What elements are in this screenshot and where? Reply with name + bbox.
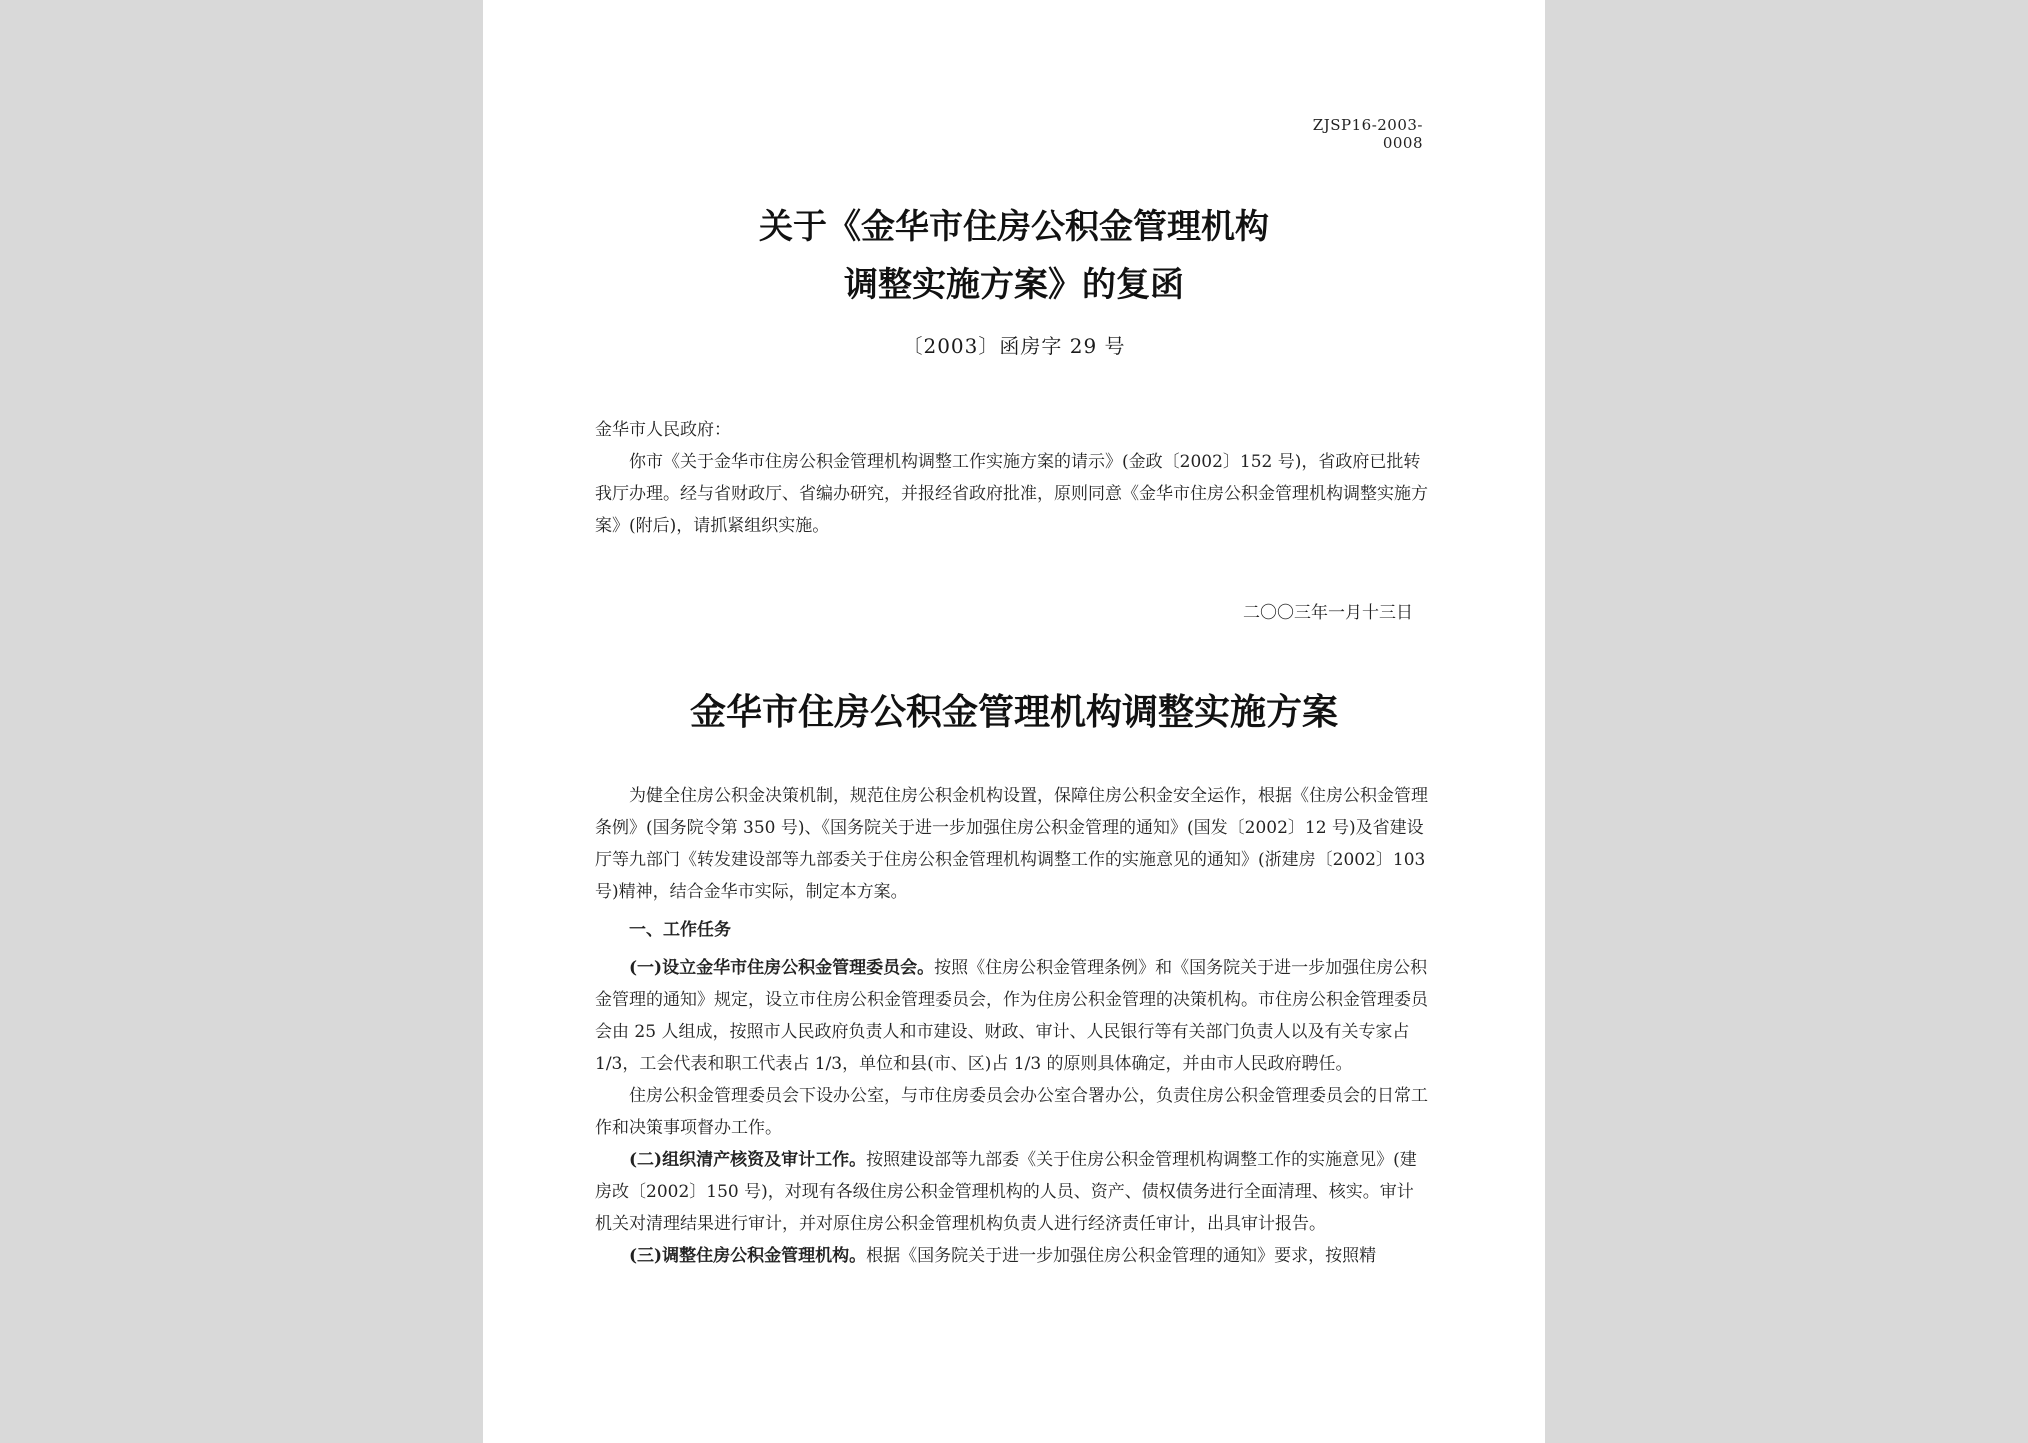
document-number: 〔2003〕函房字 29 号 — [902, 334, 1126, 358]
letter-body — [595, 446, 1430, 542]
section-heading-tasks: 一、工作任务 — [629, 920, 731, 940]
scheme-title: 金华市住房公积金管理机构调整实施方案 — [689, 691, 1338, 733]
item-3-paragraph — [595, 1240, 1430, 1272]
document-code: ZJSP16-2003-0008 — [1312, 116, 1423, 152]
item-1-text: 按照《住房公积金管理条例》和《国务院关于进一步加强住房公积金管理的通知》规定，设立市住房公积金管理委员会，作为住房公积金管理的决策机构。市住房公积金管理委员会由 25 人组成，按照市人民政府负责人和市建设、财政、审计、人民银行等有关部门负责人以及有关专家占 1/3，工会代表和职工代表占 1/3，单位和县(市、区)占 1/3 的原则具体确定，并由市人民政府聘任。 — [595, 958, 1428, 1074]
salutation: 金华市人民政府： — [595, 420, 731, 440]
item-2-text: 按照建设部等九部委《关于住房公积金管理机构调整工作的实施意见》(建房改〔2002〕150 号)，对现有各级住房公积金管理机构的人员、资产、债权债务进行全面清理、核实。审计机关对清理结果进行审计，并对原住房公积金管理机构负责人进行经济责任审计，出具审计报告。 — [595, 1150, 1417, 1234]
letter-paragraph: 你市《关于金华市住房公积金管理机构调整工作实施方案的请示》(金政〔2002〕152 号)，省政府已批转我厅办理。经与省财政厅、省编办研究，并报经省政府批准，原则同意《金华市住房公积金管理机构调整实施方案》(附后)，请抓紧组织实施。 — [595, 452, 1428, 536]
item-1-heading: (一)设立金华市住房公积金管理委员会。 — [629, 958, 935, 978]
item-1-paragraph — [595, 952, 1430, 1080]
letter-title-line1: 关于《金华市住房公积金管理机构 — [759, 207, 1269, 247]
letter-title — [483, 198, 1545, 314]
item-2-paragraph — [595, 1144, 1430, 1240]
scheme-body — [595, 780, 1430, 1272]
item-3-text: 根据《国务院关于进一步加强住房公积金管理的通知》要求，按照精 — [866, 1246, 1377, 1266]
document-page — [483, 0, 1545, 1443]
letter-date: 二〇〇三年一月十三日 — [1243, 603, 1413, 623]
item-2-heading: (二)组织清产核资及审计工作。 — [629, 1150, 867, 1170]
letter-title-line2: 调整实施方案》的复函 — [844, 265, 1184, 305]
item-3-heading: (三)调整住房公积金管理机构。 — [629, 1246, 867, 1266]
item-1-paragraph-2: 住房公积金管理委员会下设办公室，与市住房委员会办公室合署办公，负责住房公积金管理委员会的日常工作和决策事项督办工作。 — [595, 1086, 1428, 1138]
intro-paragraph: 为健全住房公积金决策机制，规范住房公积金机构设置，保障住房公积金安全运作，根据《住房公积金管理条例》(国务院令第 350 号)、《国务院关于进一步加强住房公积金管理的通知》(国发〔2002〕12 号)及省建设厅等九部门《转发建设部等九部委关于住房公积金管理机构调整工作的实施意见的通知》(浙建房〔2002〕103 号)精神，结合金华市实际，制定本方案。 — [595, 786, 1428, 902]
